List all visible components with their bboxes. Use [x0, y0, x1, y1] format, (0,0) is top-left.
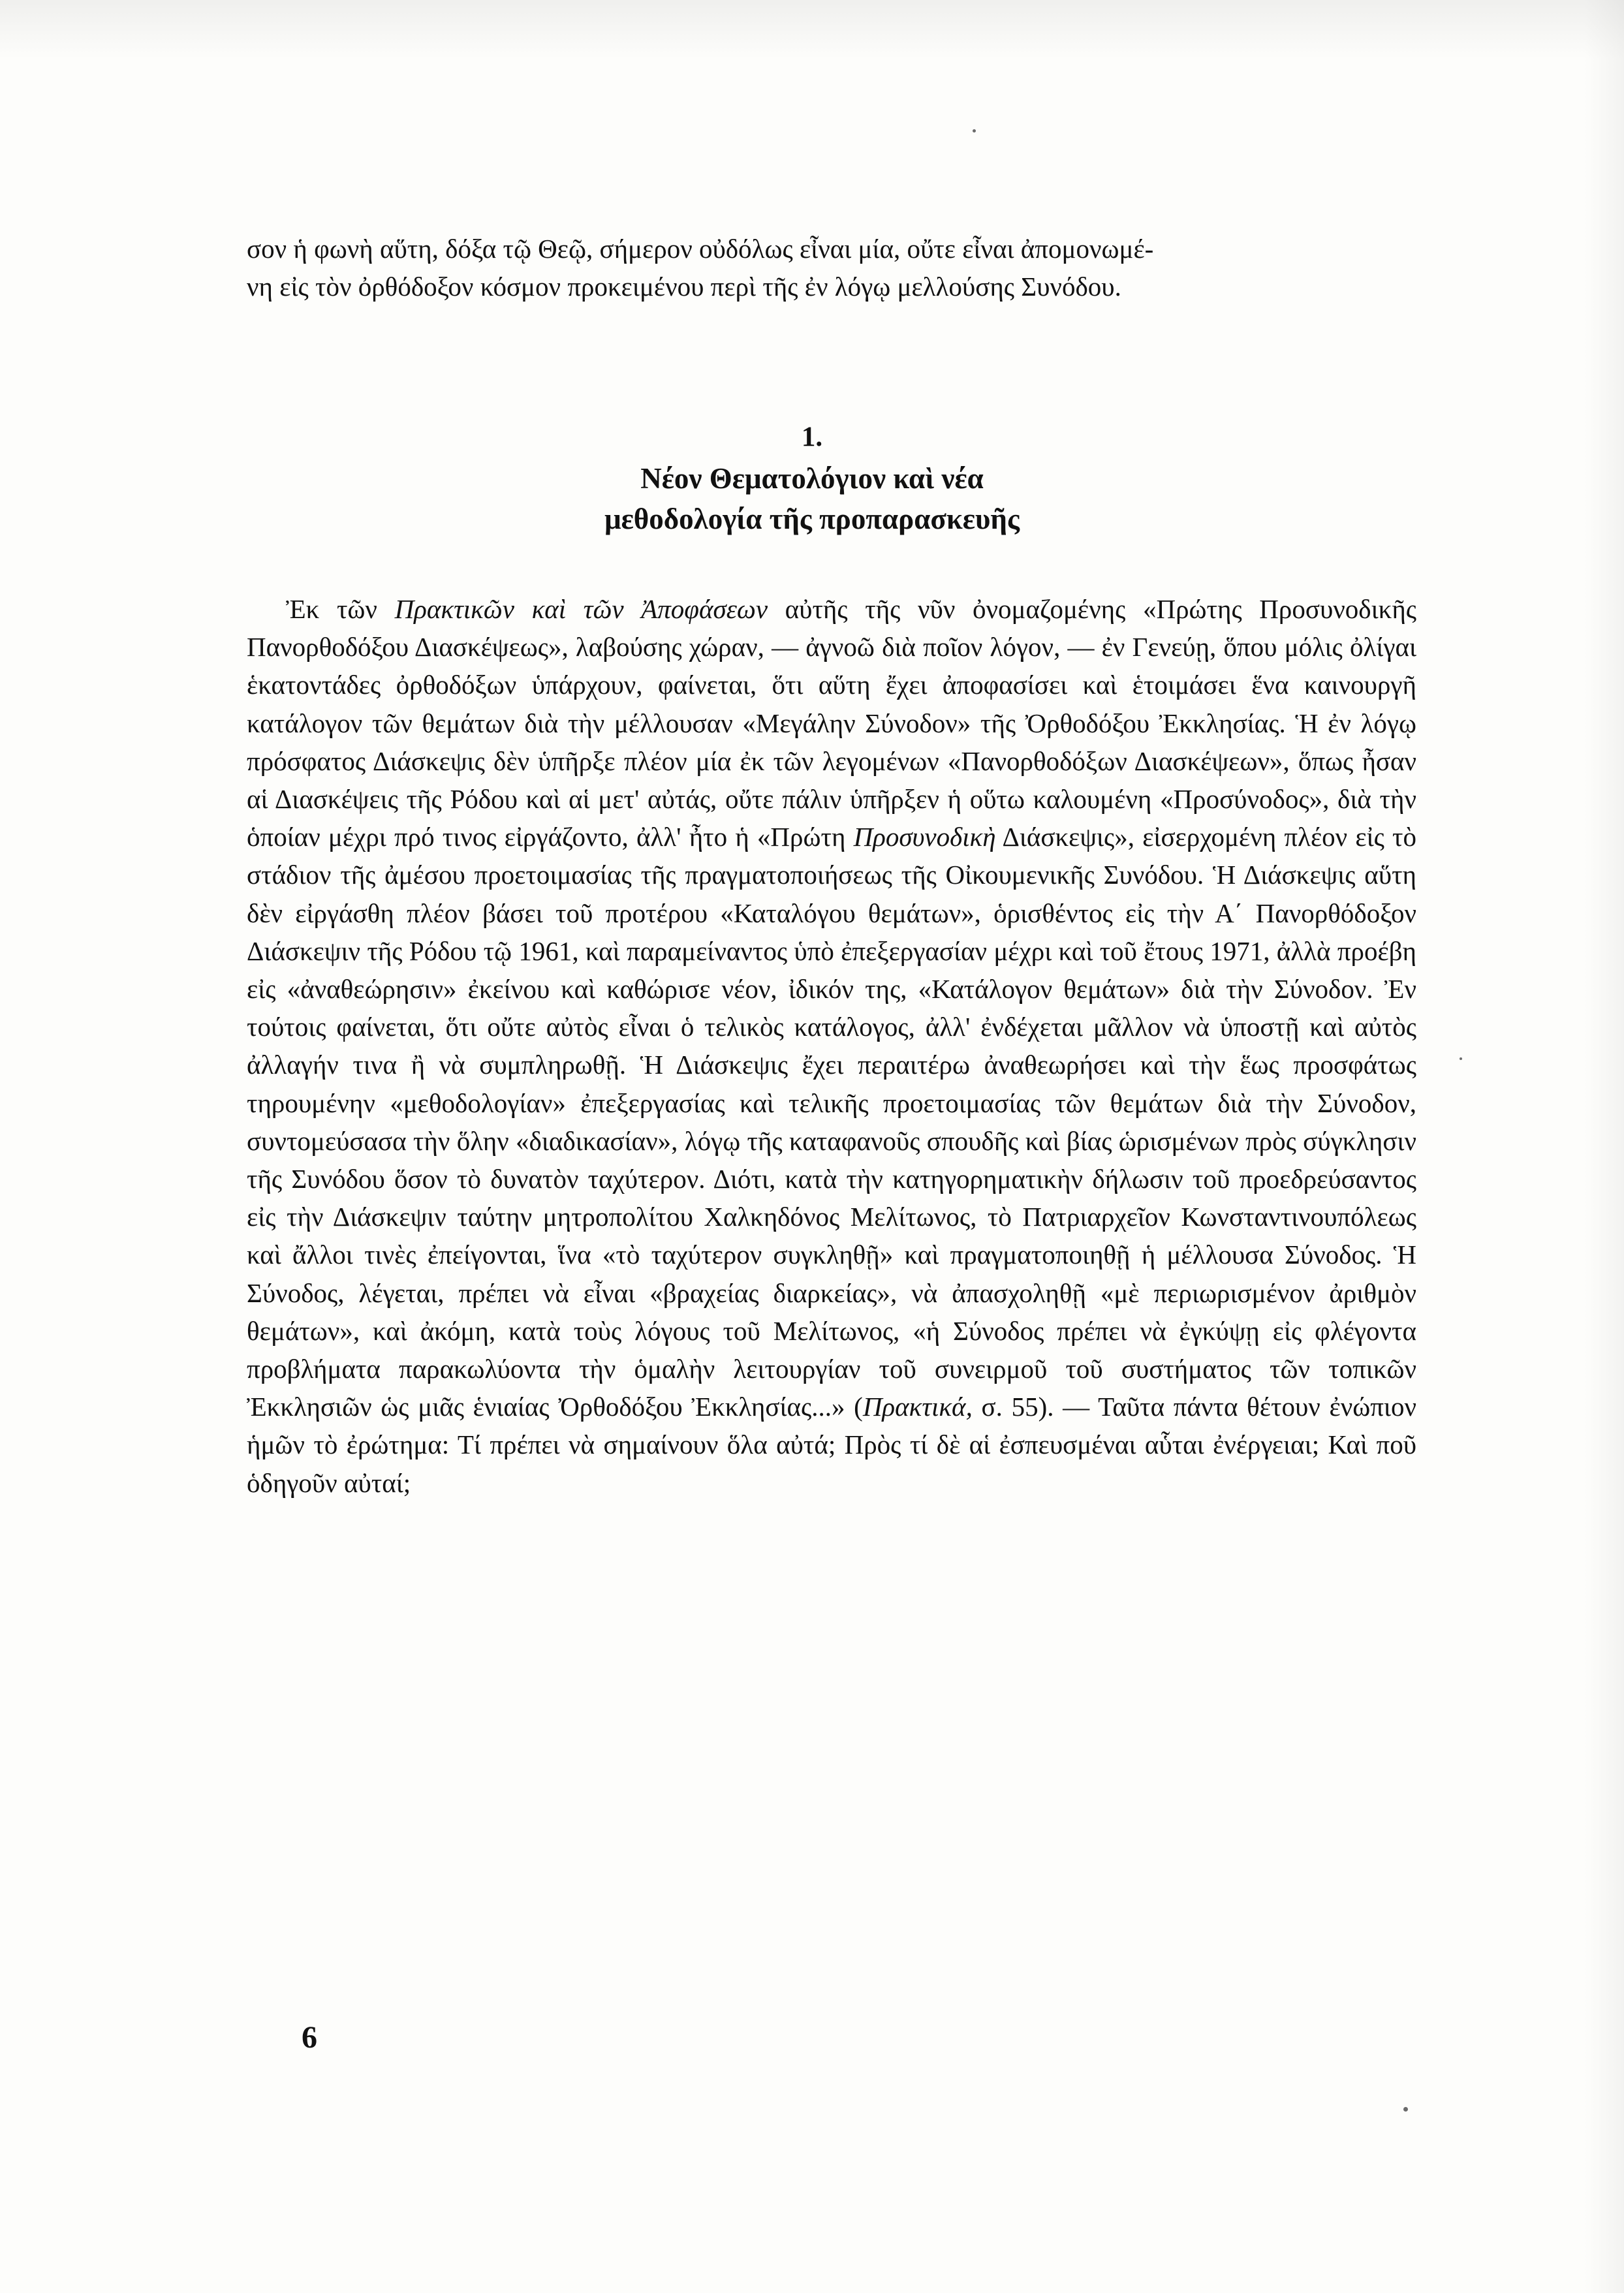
scan-speck: [1403, 2107, 1408, 2112]
body-text-part-4: σ. 55). — Ταῦτα πάντα θέτουν ἐνώπιον ἡμῶν τὸ ἐρώτημα: Τί πρέπει νὰ σημαίνουν ὅλα αὐτά; Πρὸς τί δὲ αἱ ἐσπευσμέναι αὗται ἐνέργειαι; Καὶ ποῦ ὁδηγοῦν αὐταί;: [247, 1392, 1416, 1498]
italic-title-praktika-apofaseis: Πρακτικῶν καὶ τῶν Ἀποφάσεων: [394, 594, 768, 624]
scan-speck: [973, 129, 976, 133]
section-title-line-1: Νέον Θεματολόγιον καὶ νέα: [640, 462, 984, 495]
body-text-part-1: Ἐκ τῶν: [286, 594, 395, 624]
body-text-part-3: Διάσκεψις», εἰσερχομένη πλέον εἰς τὸ στάδιον τῆς ἀμέσου προετοιμασίας τῆς πραγματοποιήσεως τῆς Οἰκουμενικῆς Συνόδου. Ἡ Διάσκεψις αὕτη δὲν εἰργάσθη πλέον βάσει τοῦ προτέρου «Καταλόγου θεμάτων», ὁρισθέντος εἰς τὴν Α΄ Πανορθόδοξον Διάσκεψιν τῆς Ρόδου τῷ 1961, καὶ παραμείναντος ὑπὸ ἐπεξεργασίαν μέχρι καὶ τοῦ ἔτους 1971, ἀλλὰ προέβη εἰς «ἀναθεώρησιν» ἐκείνου καὶ καθώρισε νέον, ἰδικόν της, «Κατάλογον θεμάτων» διὰ τὴν Σύνοδον. Ἐν τούτοις φαίνεται, ὅτι οὔτε αὐτὸς εἶναι ὁ τελικὸς κατάλογος, ἀλλ' ἐνδέχεται μᾶλλον νὰ ὑποστῇ καὶ αὐτὸς ἀλλαγήν τινα ἢ νὰ συμπληρωθῇ. Ἡ Διάσκεψις ἔχει περαιτέρω ἀναθεωρήσει καὶ τὴν ἕως προσφάτως τηρουμένην «μεθοδολογίαν» ἐπεξεργασίας καὶ τελικῆς προετοιμασίας τῶν θεμάτων διὰ τὴν Σύνοδον, συντομεύσασα τὴν ὅλην «διαδικασίαν», λόγῳ τῆς καταφανοῦς σπουδῆς καὶ βίας ὡρισμένων πρὸς σύγκλησιν τῆς Συνόδου ὅσον τὸ δυνατὸν ταχύτερον. Διότι, κατὰ τὴν κατηγορηματικὴν δήλωσιν τοῦ προεδρεύσαντος εἰς τὴν Διάσκεψιν ταύτην μητροπολίτου Χαλκηδόνος Μελίτωνος, τὸ Πατριαρχεῖον Κωνσταντινουπόλεως καὶ ἄλλοι τινὲς ἐπείγονται, ἵνα «τὸ ταχύτερον συγκληθῇ» καὶ πραγματοποιηθῇ ἡ μέλλουσα Σύνοδος. Ἡ Σύνοδος, λέγεται, πρέπει νὰ εἶναι «βραχείας διαρκείας», νὰ ἀπασχοληθῇ «μὲ περιωρισμένον ἀριθμὸν θεμάτων», καὶ ἀκόμη, κατὰ τοὺς λόγους τοῦ Μελίτωνος, «ἡ Σύνοδος πρέπει νὰ ἐγκύψῃ εἰς φλέγοντα προβλήματα παρακωλύοντα τὴν ὁμαλὴν λειτουργίαν τοῦ συνειρμοῦ τοῦ συστήματος τῶν τοπικῶν Ἐκκλησιῶν ὡς μιᾶς ἑνιαίας Ὀρθοδόξου Ἐκκλησίας...» (: [247, 822, 1416, 1422]
scan-speck: [1460, 1057, 1462, 1060]
intro-paragraph: [247, 230, 1416, 305]
section-title: [0, 458, 1624, 539]
intro-line-2: νη εἰς τὸν ὀρθόδοξον κόσμον προκειμένου περὶ τῆς ἐν λόγῳ μελλούσης Συνόδου.: [247, 272, 1121, 302]
scan-shadow-right: [1585, 0, 1624, 2293]
page-number: 6: [302, 2020, 317, 2055]
scan-shadow-top: [0, 0, 1624, 59]
section-title-line-2: μεθοδολογία τῆς προπαρασκευῆς: [604, 503, 1020, 535]
italic-praktika-citation: Πρακτικά,: [862, 1392, 973, 1422]
body-text-part-2: αὐτῆς τῆς νῦν ὀνομαζομένης «Πρώτης Προσυνοδικῆς Πανορθοδόξου Διασκέψεως», λαβούσης χώραν, — ἀγνοῶ διὰ ποῖον λόγον, — ἐν Γενεύῃ, ὅπου μόλις ὀλίγαι ἑκατοντάδες ὀρθοδόξων ὑπάρχουν, φαίνεται, ὅτι αὕτη ἔχει ἀποφασίσει καὶ ἑτοιμάσει ἕνα καινουργῆ κατάλογον τῶν θεμάτων διὰ τὴν μέλλουσαν «Μεγάλην Σύνοδον» τῆς Ὀρθοδόξου Ἐκκλησίας. Ἡ ἐν λόγῳ πρόσφατος Διάσκεψις δὲν ὑπῆρξε πλέον μία ἐκ τῶν λεγομένων «Πανορθοδόξων Διασκέψεων», ὅπως ἦσαν αἱ Διασκέψεις τῆς Ρόδου καὶ αἱ μετ' αὐτάς, οὔτε πάλιν ὑπῆρξεν ἡ οὕτω καλουμένη «Προσύνοδος», διὰ τὴν ὁποίαν μέχρι πρό τινος εἰργάζοντο, ἀλλ' ἦτο ἡ «Πρώτη: [247, 594, 1416, 852]
body-paragraph: [247, 590, 1416, 1502]
section-number: 1.: [801, 422, 823, 452]
intro-line-1: σον ἡ φωνὴ αὕτη, δόξα τῷ Θεῷ, σήμερον οὐδόλως εἶναι μία, οὔτε εἶναι ἀπομονωμέ-: [247, 234, 1154, 264]
italic-prosynodiki: Προσυνοδικὴ: [853, 822, 996, 852]
